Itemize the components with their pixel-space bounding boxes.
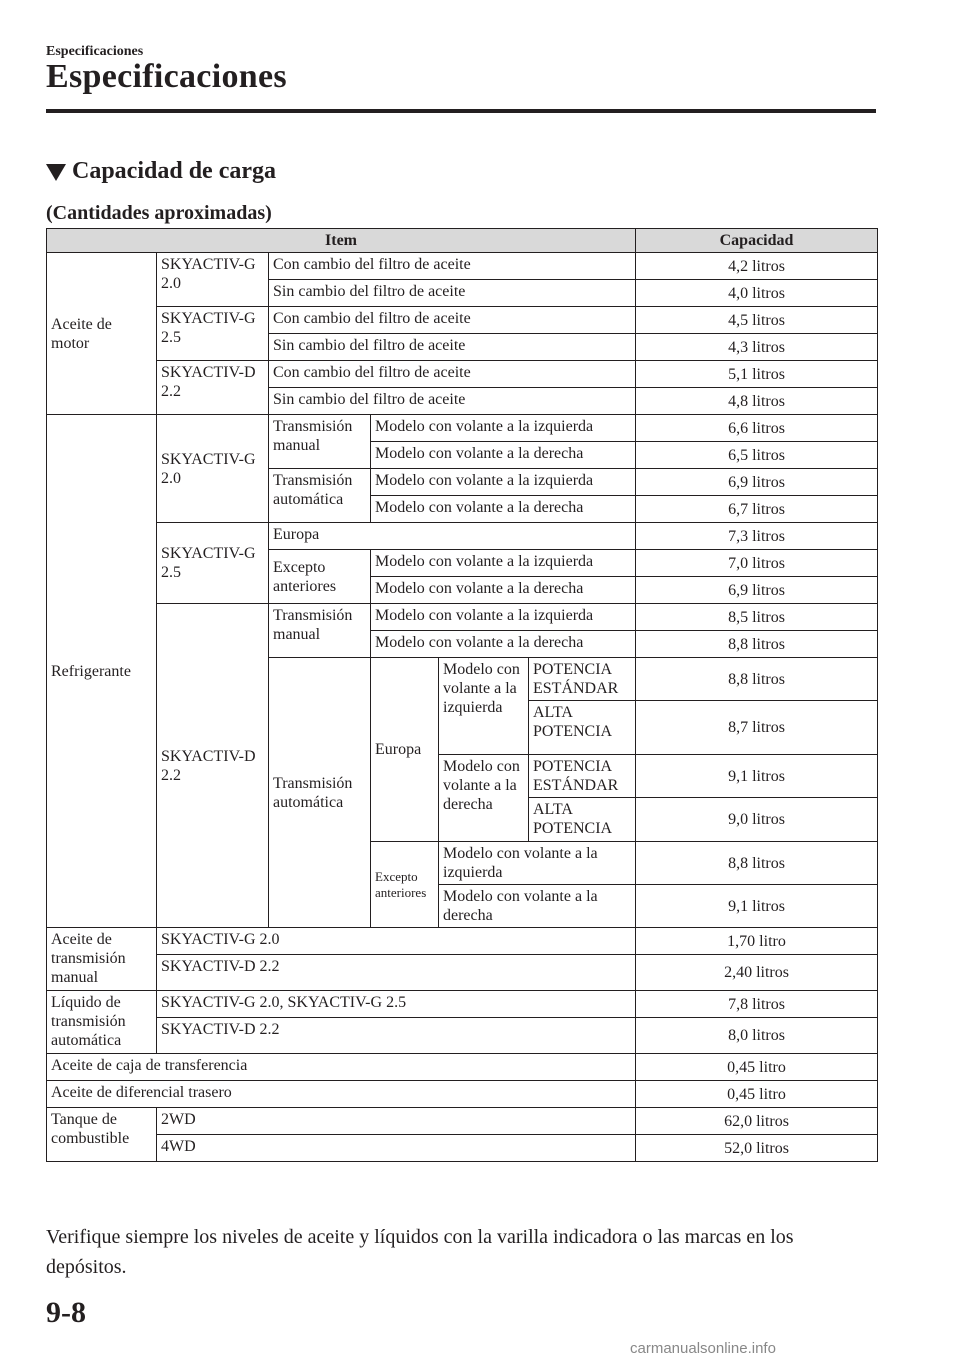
table-row (47, 1054, 878, 1081)
capacity-value: 0,45 litro (636, 1081, 878, 1108)
rear-diff-oil-label: Aceite de diferencial trasero (47, 1081, 636, 1108)
coolant-standard-power: POTENCIA ESTÁNDAR (529, 755, 636, 798)
capacity-value: 7,8 litros (636, 991, 878, 1018)
table-row (47, 1081, 878, 1108)
coolant-lhd: Modelo con volante a la izquierda (439, 842, 636, 885)
coolant-rhd: Modelo con volante a la derecha (371, 442, 636, 469)
capacity-value: 6,9 litros (636, 469, 878, 496)
coolant-manual: Transmisión manual (269, 604, 371, 658)
table-row (47, 253, 878, 280)
capacity-value: 7,0 litros (636, 550, 878, 577)
page-title: Especificaciones (46, 58, 287, 95)
atf-label: Líquido de transmisión automática (47, 991, 157, 1054)
capacity-value: 8,8 litros (636, 631, 878, 658)
capacity-value: 4,3 litros (636, 334, 878, 361)
coolant-automatic: Transmisión automática (269, 658, 371, 928)
row-item: SKYACTIV-G 2.0, SKYACTIV-G 2.5 (157, 991, 636, 1018)
section-title: Capacidad de carga (72, 158, 276, 184)
coolant-automatic: Transmisión automática (269, 469, 371, 523)
table-header-row (47, 229, 878, 253)
coolant-rhd-short: Modelo con volante a la derecha (439, 755, 529, 842)
table-row (47, 361, 878, 388)
capacity-value: 4,5 litros (636, 307, 878, 334)
table-row (47, 1108, 878, 1135)
engine-oil-with-filter: Con cambio del filtro de aceite (269, 361, 636, 388)
engine-oil-without-filter: Sin cambio del filtro de aceite (269, 280, 636, 307)
capacity-value: 8,7 litros (636, 701, 878, 755)
coolant-lhd-short: Modelo con volante a la izquierda (439, 658, 529, 755)
capacity-value: 6,5 litros (636, 442, 878, 469)
capacity-value: 0,45 litro (636, 1054, 878, 1081)
capacity-value: 6,6 litros (636, 415, 878, 442)
engine-oil-g25: SKYACTIV-G 2.5 (157, 307, 269, 361)
coolant-rhd: Modelo con volante a la derecha (371, 496, 636, 523)
capacity-value: 9,0 litros (636, 798, 878, 842)
row-item: SKYACTIV-D 2.2 (157, 1018, 636, 1054)
row-item: SKYACTIV-G 2.0 (157, 928, 636, 955)
table-row (47, 928, 878, 955)
coolant-europe: Europa (269, 523, 636, 550)
capacity-table (46, 228, 878, 1162)
watermark: carmanualsonline.info (630, 1340, 776, 1357)
mt-oil-label: Aceite de transmisión manual (47, 928, 157, 991)
engine-oil-label: Aceite de motor (47, 253, 157, 415)
capacity-value: 6,7 litros (636, 496, 878, 523)
engine-oil-with-filter: Con cambio del filtro de aceite (269, 253, 636, 280)
coolant-manual: Transmisión manual (269, 415, 371, 469)
breadcrumb: Especificaciones (46, 44, 144, 59)
header-item: Item (47, 229, 636, 253)
coolant-standard-power: POTENCIA ESTÁNDAR (529, 658, 636, 701)
row-item: 2WD (157, 1108, 636, 1135)
page-number: 9-8 (46, 1296, 86, 1329)
capacity-value: 5,1 litros (636, 361, 878, 388)
coolant-rhd: Modelo con volante a la derecha (371, 631, 636, 658)
table-row (47, 523, 878, 550)
coolant-d22: SKYACTIV-D 2.2 (157, 604, 269, 928)
capacity-value: 1,70 litro (636, 928, 878, 955)
table-row (47, 307, 878, 334)
coolant-europe: Europa (371, 658, 439, 842)
engine-oil-g20: SKYACTIV-G 2.0 (157, 253, 269, 307)
coolant-high-power: ALTA POTENCIA (529, 798, 636, 842)
capacity-value: 8,8 litros (636, 842, 878, 885)
coolant-g20: SKYACTIV-G 2.0 (157, 415, 269, 523)
table-row (47, 1018, 878, 1054)
row-item: SKYACTIV-D 2.2 (157, 955, 636, 991)
capacity-value: 4,2 litros (636, 253, 878, 280)
header-capacity: Capacidad (636, 229, 878, 253)
table-row (47, 991, 878, 1018)
coolant-lhd: Modelo con volante a la izquierda (371, 469, 636, 496)
fuel-tank-label: Tanque de combustible (47, 1108, 157, 1162)
engine-oil-d22: SKYACTIV-D 2.2 (157, 361, 269, 415)
table-row (47, 955, 878, 991)
coolant-rhd: Modelo con volante a la derecha (371, 577, 636, 604)
table-row (47, 604, 878, 631)
title-divider (46, 109, 876, 113)
capacity-value: 9,1 litros (636, 885, 878, 928)
capacity-value: 9,1 litros (636, 755, 878, 798)
engine-oil-with-filter: Con cambio del filtro de aceite (269, 307, 636, 334)
capacity-value: 4,8 litros (636, 388, 878, 415)
capacity-value: 6,9 litros (636, 577, 878, 604)
engine-oil-without-filter: Sin cambio del filtro de aceite (269, 388, 636, 415)
section-heading (46, 158, 276, 185)
capacity-value: 52,0 litros (636, 1135, 878, 1162)
triangle-bullet-icon (46, 164, 66, 181)
coolant-lhd: Modelo con volante a la izquierda (371, 415, 636, 442)
coolant-high-power: ALTA POTENCIA (529, 701, 636, 755)
engine-oil-without-filter: Sin cambio del filtro de aceite (269, 334, 636, 361)
coolant-g25: SKYACTIV-G 2.5 (157, 523, 269, 604)
footer-note: Verifique siempre los niveles de aceite y líquidos con la varilla indicadora o las marcas en los depósitos. (46, 1226, 794, 1278)
table-row (47, 1135, 878, 1162)
coolant-lhd: Modelo con volante a la izquierda (371, 550, 636, 577)
capacity-value: 7,3 litros (636, 523, 878, 550)
coolant-except-small: Excepto anteriores (371, 842, 439, 928)
capacity-value: 8,8 litros (636, 658, 878, 701)
coolant-rhd: Modelo con volante a la derecha (439, 885, 636, 928)
capacity-value: 62,0 litros (636, 1108, 878, 1135)
transfer-oil-label: Aceite de caja de transferencia (47, 1054, 636, 1081)
coolant-label: Refrigerante (47, 415, 157, 928)
capacity-value: 2,40 litros (636, 955, 878, 991)
capacity-value: 8,0 litros (636, 1018, 878, 1054)
table-row (47, 415, 878, 442)
coolant-except: Excepto anteriores (269, 550, 371, 604)
section-subtitle: (Cantidades aproximadas) (46, 202, 272, 224)
capacity-value: 4,0 litros (636, 280, 878, 307)
capacity-value: 8,5 litros (636, 604, 878, 631)
row-item: 4WD (157, 1135, 636, 1162)
coolant-lhd: Modelo con volante a la izquierda (371, 604, 636, 631)
